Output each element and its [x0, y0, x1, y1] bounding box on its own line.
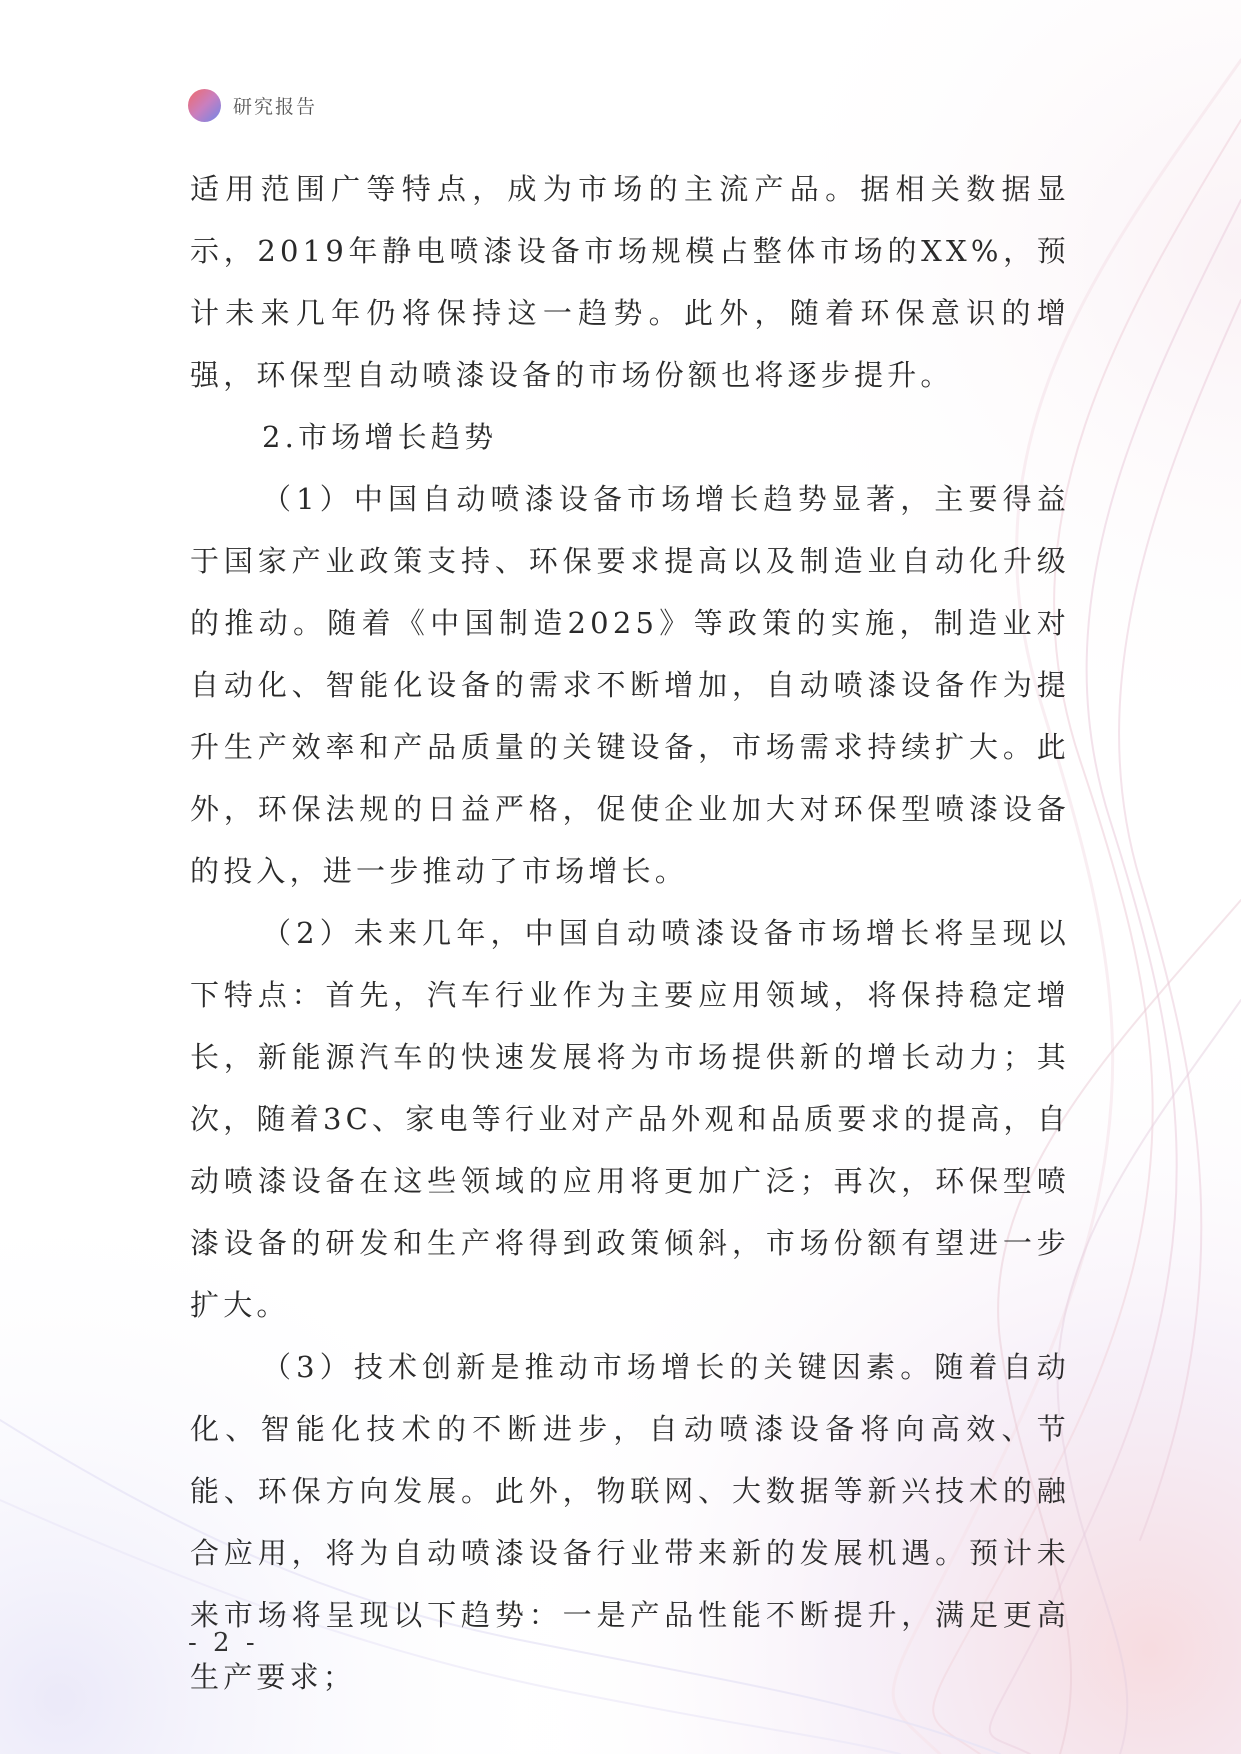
body-content	[190, 158, 1070, 1708]
header-label: 研究报告	[233, 95, 318, 118]
page-number: - 2 -	[188, 1628, 259, 1658]
section-heading: 2.市场增长趋势	[262, 420, 498, 454]
paragraph-point-1: （1）中国自动喷漆设备市场增长趋势显著，主要得益于国家产业政策支持、环保要求提高以及制造业自动化升级的推动。随着《中国制造2025》等政策的实施，制造业对自动化、智能化设备的需求不断增加，自动喷漆设备作为提升生产效率和产品质量的关键设备，市场需求持续扩大。此外，环保法规的日益严格，促使企业加大对环保型喷漆设备的投入，进一步推动了市场增长。	[190, 482, 1070, 888]
paragraph-continuation: 适用范围广等特点，成为市场的主流产品。据相关数据显示，2019年静电喷漆设备市场规模占整体市场的XX%，预计未来几年仍将保持这一趋势。此外，随着环保意识的增强，环保型自动喷漆设备的市场份额也将逐步提升。	[190, 172, 1070, 392]
paragraph-point-2: （2）未来几年，中国自动喷漆设备市场增长将呈现以下特点：首先，汽车行业作为主要应用领域，将保持稳定增长，新能源汽车的快速发展将为市场提供新的增长动力；其次，随着3C、家电等行业对产品外观和品质要求的提高，自动喷漆设备在这些领域的应用将更加广泛；再次，环保型喷漆设备的研发和生产将得到政策倾斜，市场份额有望进一步扩大。	[190, 916, 1070, 1322]
paragraph-point-3: （3）技术创新是推动市场增长的关键因素。随着自动化、智能化技术的不断进步，自动喷漆设备将向高效、节能、环保方向发展。此外，物联网、大数据等新兴技术的融合应用，将为自动喷漆设备行业带来新的发展机遇。预计未来市场将呈现以下趋势：一是产品性能不断提升，满足更高生产要求；	[190, 1350, 1070, 1694]
logo-circle-icon	[188, 89, 221, 122]
report-header	[188, 88, 317, 122]
